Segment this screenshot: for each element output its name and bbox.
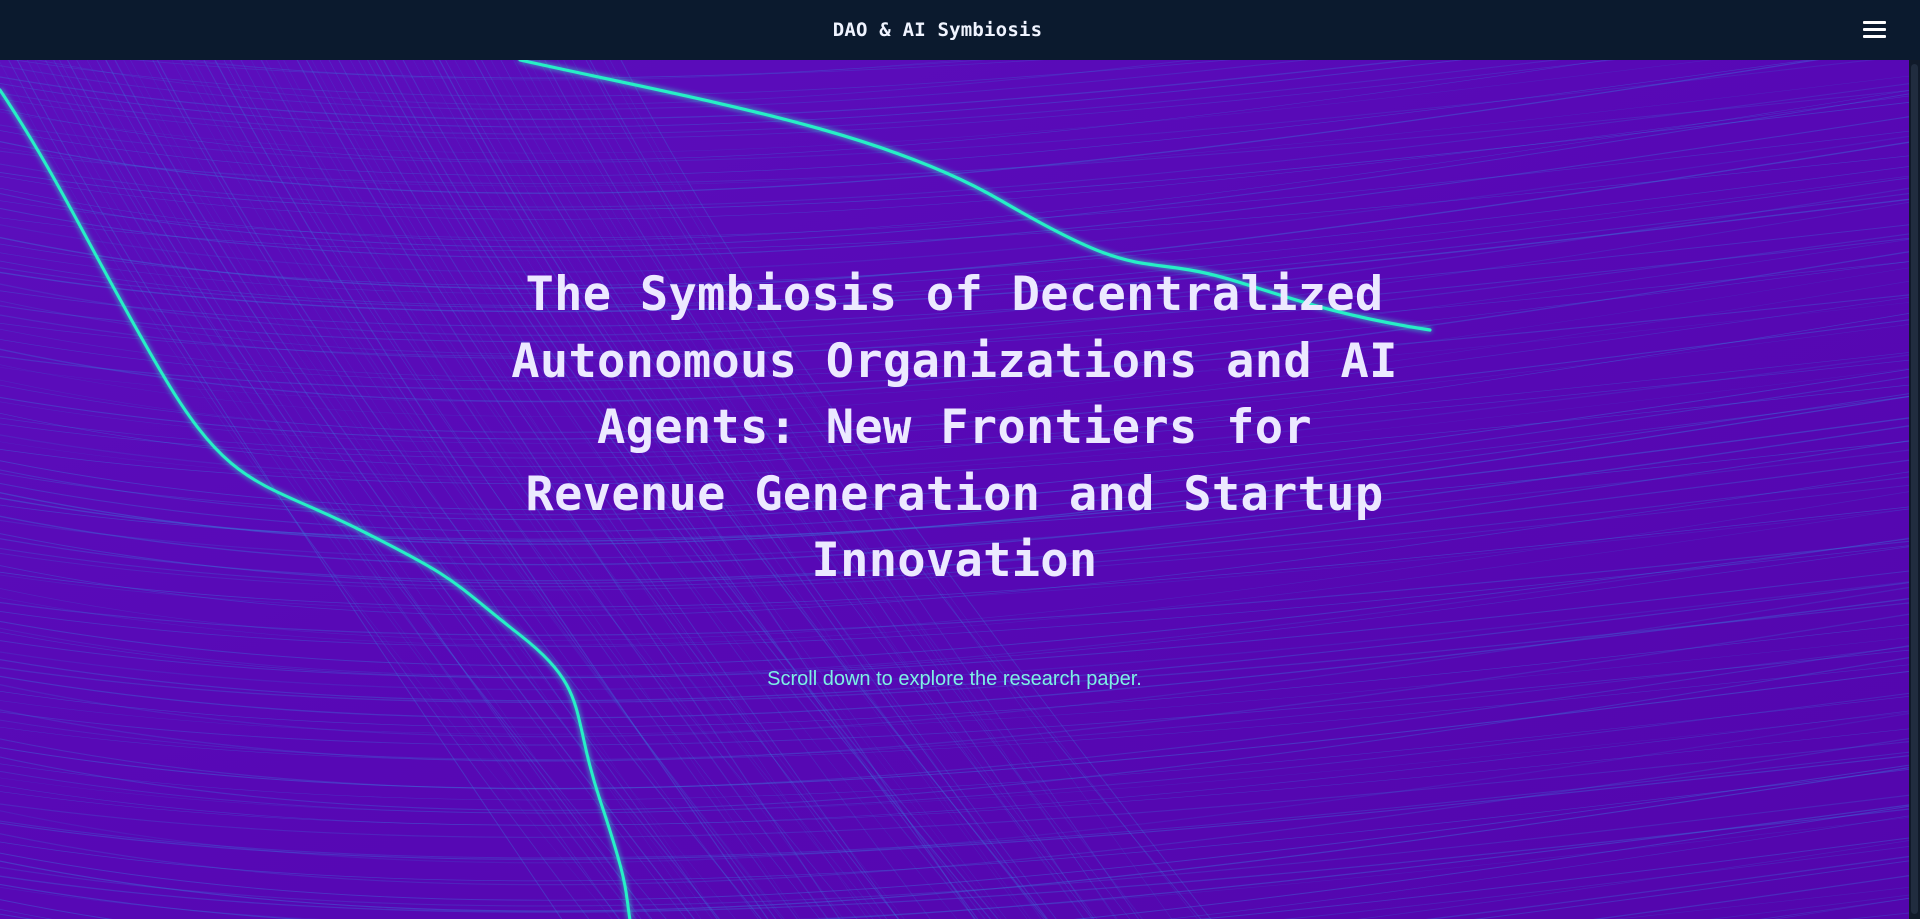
hero-title: The Symbiosis of Decentralized Autonomous Organizations and AI Agents: New Frontiers for Revenue Generation and Startup Innovation — [511, 267, 1398, 588]
scroll-hint: Scroll down to explore the research paper. — [767, 667, 1142, 690]
hero-content — [0, 60, 1909, 691]
page-scrollbar[interactable] — [1909, 60, 1920, 919]
hamburger-menu-icon[interactable] — [1860, 15, 1890, 45]
site-title[interactable]: DAO & AI Symbiosis — [832, 19, 1043, 41]
top-navbar — [0, 0, 1920, 60]
scrollbar-thumb[interactable] — [1911, 64, 1918, 914]
